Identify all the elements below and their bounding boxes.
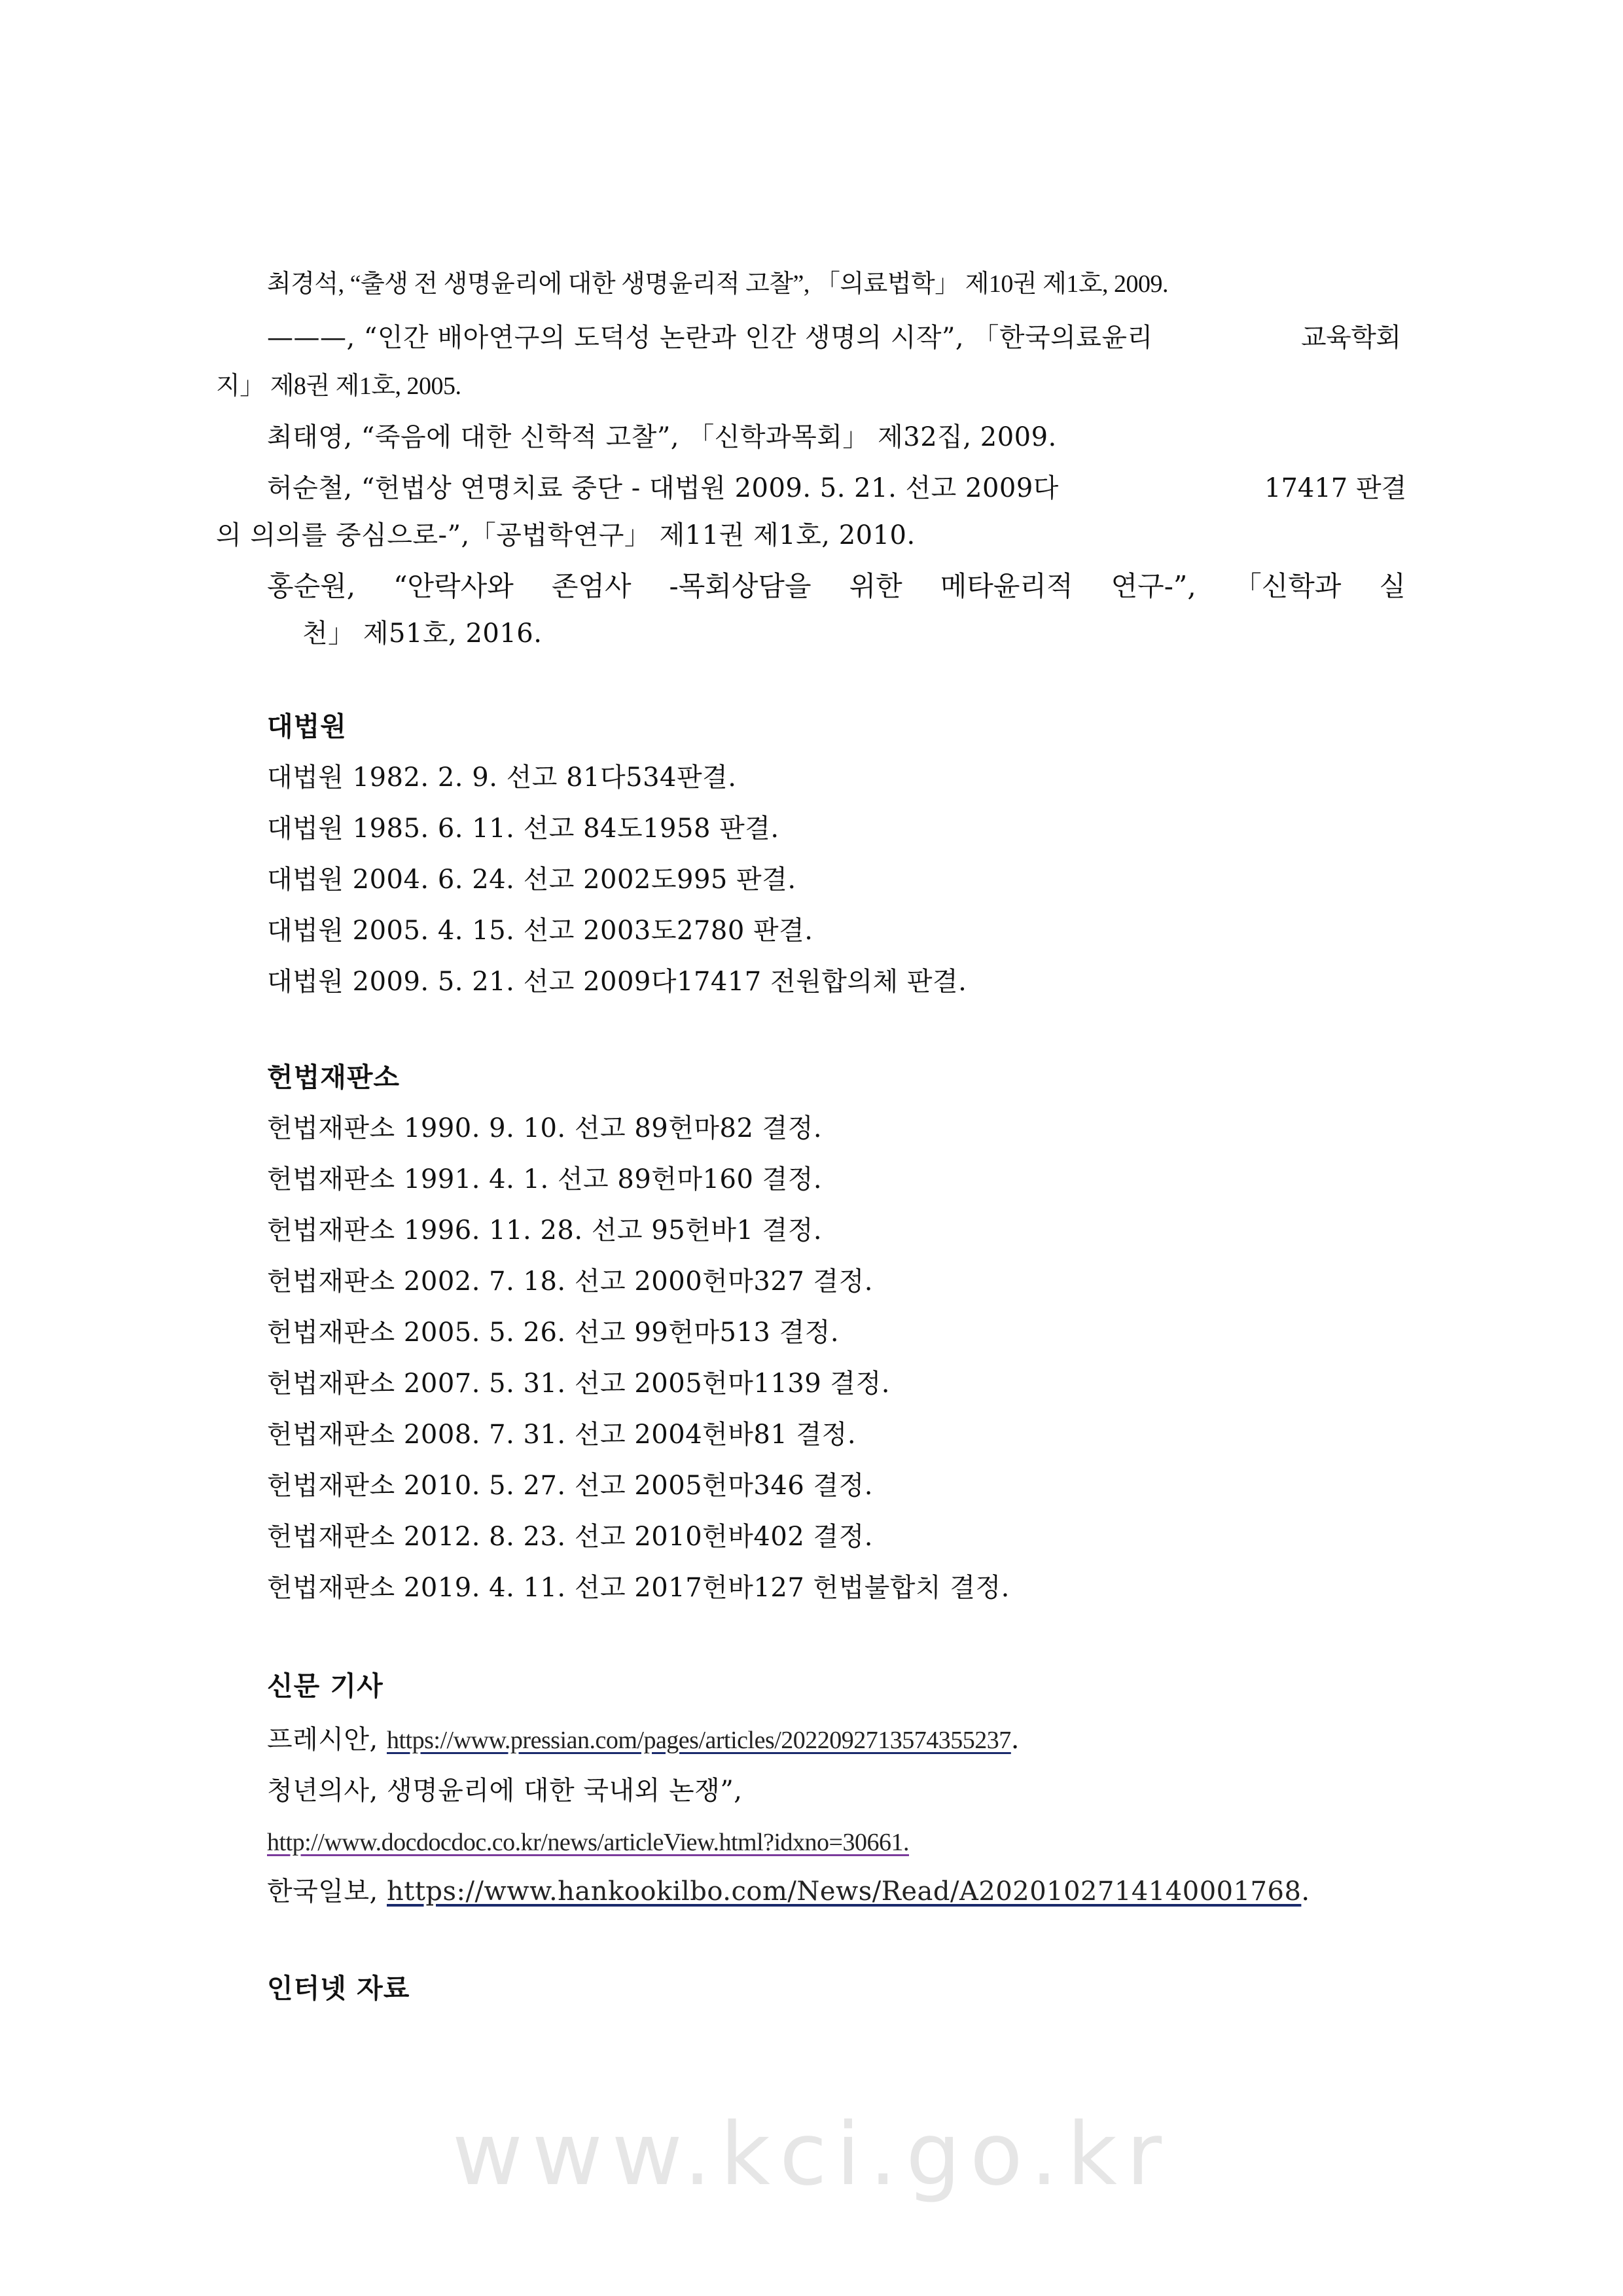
news-youth-doctor: 청년의사, 생명윤리에 대한 국내외 논쟁”, (267, 1776, 743, 1806)
hong-word: 메타윤리적 (940, 570, 1073, 602)
constitutional-court-case: 헌법재판소 1991. 4. 1. 선고 89헌마160 결정. (267, 1164, 823, 1194)
hong-word: 존엄사 (551, 570, 632, 602)
constitutional-court-case: 헌법재판소 2008. 7. 31. 선고 2004헌바81 결정. (267, 1420, 857, 1450)
section-heading-internet: 인터넷 자료 (267, 1973, 410, 2004)
supreme-court-case: 대법원 1985. 6. 11. 선고 84도1958 판결. (267, 814, 779, 844)
hong-word: “안락사와 (393, 570, 514, 602)
constitutional-court-case: 헌법재판소 1996. 11. 28. 선고 95헌바1 결정. (267, 1215, 823, 1246)
supreme-court-case: 대법원 2009. 5. 21. 선고 2009다17417 전원합의체 판결. (267, 967, 967, 997)
supreme-court-case: 대법원 2004. 6. 24. 선고 2002도995 판결. (267, 865, 796, 895)
section-heading-constitutional-court: 헌법재판소 (267, 1062, 401, 1093)
reference-choi-taeyoung: 최태영, “죽음에 대한 신학적 고찰”, 「신학과목회」 제32집, 2009. (267, 422, 1057, 452)
section-heading-news: 신문 기사 (267, 1670, 383, 1702)
constitutional-court-case: 헌법재판소 2010. 5. 27. 선고 2005헌마346 결정. (267, 1471, 873, 1501)
reference-hong-line-1 (267, 571, 1406, 602)
reference-dash-line-1: ———, “인간 배아연구의 도덕성 논란과 인간 생명의 시작”, 「한국의료윤리 (267, 323, 1153, 353)
news-hankook (267, 1876, 1310, 1907)
reference-choi-kyungsuk: 최경석, “출생 전 생명윤리에 대한 생명윤리적 고찰”, 「의료법학」 제10권 제1호, 2009. (267, 270, 1169, 298)
hong-word: -목회상담을 (669, 570, 812, 602)
hong-word: 홍순원, (267, 570, 356, 602)
period: . (1010, 1725, 1020, 1755)
kci-watermark: www.kci.go.kr (452, 2104, 1171, 2205)
constitutional-court-case: 헌법재판소 2012. 8. 23. 선고 2010헌바402 결정. (267, 1522, 873, 1552)
hong-word: 위한 (849, 570, 902, 602)
supreme-court-case: 대법원 1982. 2. 9. 선고 81다534판결. (267, 762, 737, 793)
section-heading-supreme-court: 대법원 (267, 711, 347, 742)
reference-heo-line-1: 허순철, “헌법상 연명치료 중단 - 대법원 2009. 5. 21. 선고 2009다 (267, 473, 1059, 503)
hankook-link[interactable]: https://www.hankookilbo.com/News/Read/A2020102714140001768 (387, 1876, 1302, 1907)
constitutional-court-case: 헌법재판소 2007. 5. 31. 선고 2005헌마1139 결정. (267, 1369, 890, 1399)
news-docdoc (267, 1826, 909, 1858)
reference-heo-line-2: 의 의의를 중심으로-”,「공법학연구」 제11권 제1호, 2010. (216, 520, 916, 550)
constitutional-court-case: 헌법재판소 1990. 9. 10. 선고 89헌마82 결정. (267, 1113, 823, 1143)
supreme-court-case: 대법원 2005. 4. 15. 선고 2003도2780 판결. (267, 916, 813, 946)
hong-word: 실 (1379, 570, 1406, 602)
reference-hong-line-2: 천」 제51호, 2016. (302, 619, 543, 649)
news-source-label: 한국일보, (267, 1876, 387, 1907)
constitutional-court-case: 헌법재판소 2019. 4. 11. 선고 2017헌바127 헌법불합치 결정. (267, 1573, 1010, 1603)
news-pressian (267, 1724, 1020, 1756)
reference-dash-line-1-end: 교육학회 (1301, 323, 1401, 352)
reference-dash-line-2: 지」 제8권 제1호, 2005. (216, 372, 461, 400)
period: . (1301, 1876, 1310, 1907)
constitutional-court-case: 헌법재판소 2002. 7. 18. 선고 2000헌마327 결정. (267, 1266, 873, 1297)
reference-heo-line-1-end: 17417 판결 (1264, 473, 1407, 503)
docdoc-link[interactable]: http://www.docdocdoc.co.kr/news/articleView.html?idxno=30661. (267, 1829, 909, 1856)
constitutional-court-case: 헌법재판소 2005. 5. 26. 선고 99헌마513 결정. (267, 1318, 840, 1348)
hong-word: 연구-”, (1111, 570, 1196, 602)
hong-word: 「신학과 (1234, 570, 1342, 602)
pressian-link[interactable]: https://www.pressian.com/pages/articles/2022092713574355237 (387, 1727, 1011, 1754)
news-source-label: 프레시안, (267, 1725, 387, 1755)
